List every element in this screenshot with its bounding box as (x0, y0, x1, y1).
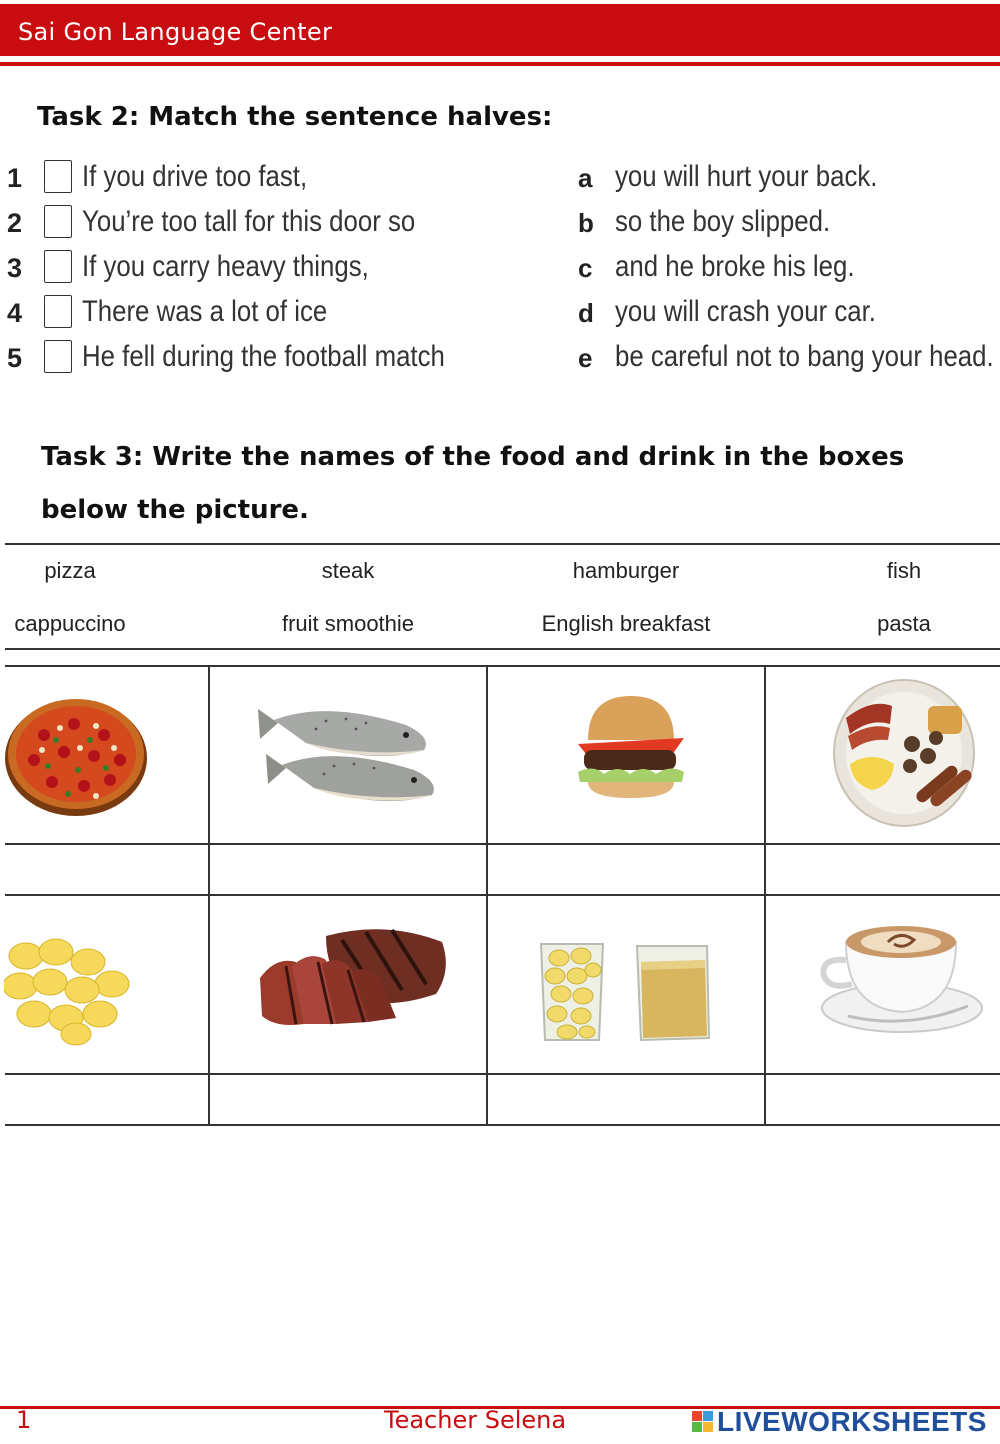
answer-box-2[interactable] (44, 205, 72, 238)
word-fruit-smoothie: fruit smoothie (281, 611, 415, 636)
fruit-smoothie-image (537, 936, 717, 1046)
cappuccino-image (818, 920, 986, 1036)
item-number: 2 (7, 208, 23, 238)
grid-line (5, 843, 1000, 845)
word-cappuccino: cappuccino (14, 611, 126, 636)
item-number: 1 (7, 163, 23, 193)
word-english-breakfast: English breakfast (541, 611, 711, 636)
item-number: 5 (7, 343, 23, 373)
answer-pasta-input[interactable] (8, 1077, 210, 1124)
sentence-start-1: If you drive too fast, (82, 160, 308, 193)
sentence-start-3: If you carry heavy things, (82, 250, 369, 283)
sentence-start-2: You’re too tall for this door so (82, 205, 416, 238)
ending-letter: a (578, 163, 593, 193)
answer-fish-input[interactable] (212, 847, 488, 894)
word-pizza: pizza (44, 558, 96, 583)
answer-box-4[interactable] (44, 295, 72, 328)
word-hamburger: hamburger (572, 558, 680, 583)
answer-cappuccino-input[interactable] (768, 1077, 1000, 1124)
sentence-end-b: so the boy slipped. (615, 205, 831, 238)
header-divider (0, 62, 1000, 66)
liveworksheets-brand: LIVEWORKSHEETS (717, 1406, 987, 1437)
answer-box-5[interactable] (44, 340, 72, 373)
pasta-image (4, 934, 132, 1046)
word-box-top-border (5, 543, 1000, 545)
grid-line (208, 665, 210, 1126)
ending-letter: c (578, 253, 593, 283)
task3-title-line2: below the picture. (41, 495, 309, 525)
sentence-start-5: He fell during the football match (82, 340, 445, 373)
word-pasta: pasta (877, 611, 931, 636)
header-title: Sai Gon Language Center (18, 18, 333, 46)
ending-letter: b (578, 208, 594, 238)
grid-line (764, 665, 766, 1126)
ending-letter: e (578, 343, 593, 373)
teacher-name: Teacher Selena (384, 1406, 567, 1434)
answer-hamburger-input[interactable] (490, 847, 766, 894)
grid-line (5, 894, 1000, 896)
grid-line (5, 1124, 1000, 1126)
answer-box-1[interactable] (44, 160, 72, 193)
grid-line (5, 1073, 1000, 1075)
answer-steak-input[interactable] (212, 1077, 488, 1124)
sentence-end-e: be careful not to bang your head. (615, 340, 994, 373)
pizza-image (4, 690, 150, 822)
sentence-start-4: There was a lot of ice (82, 295, 328, 328)
answer-pizza-input[interactable] (8, 847, 210, 894)
liveworksheets-logo (692, 1407, 987, 1437)
task3-title-line1: Task 3: Write the names of the food and drink in the boxes (41, 442, 905, 472)
steak-image (256, 920, 452, 1034)
page-number: 1 (16, 1406, 32, 1434)
word-fish: fish (886, 558, 922, 583)
hamburger-image (574, 690, 688, 802)
liveworksheets-icon (692, 1411, 714, 1433)
ending-letter: d (578, 298, 594, 328)
sentence-end-d: you will crash your car. (615, 295, 876, 328)
word-box-bottom-border (5, 648, 1000, 650)
grid-line (5, 665, 1000, 667)
item-number: 4 (7, 298, 23, 328)
sentence-end-c: and he broke his leg. (615, 250, 855, 283)
task2-title: Task 2: Match the sentence halves: (37, 102, 553, 132)
answer-box-3[interactable] (44, 250, 72, 283)
english-breakfast-image (832, 678, 976, 828)
answer-english-breakfast-input[interactable] (768, 847, 1000, 894)
grid-line (486, 665, 488, 1126)
sentence-end-a: you will hurt your back. (615, 160, 878, 193)
answer-fruit-smoothie-input[interactable] (490, 1077, 766, 1124)
item-number: 3 (7, 253, 23, 283)
word-steak: steak (321, 558, 375, 583)
fish-image (256, 695, 436, 820)
